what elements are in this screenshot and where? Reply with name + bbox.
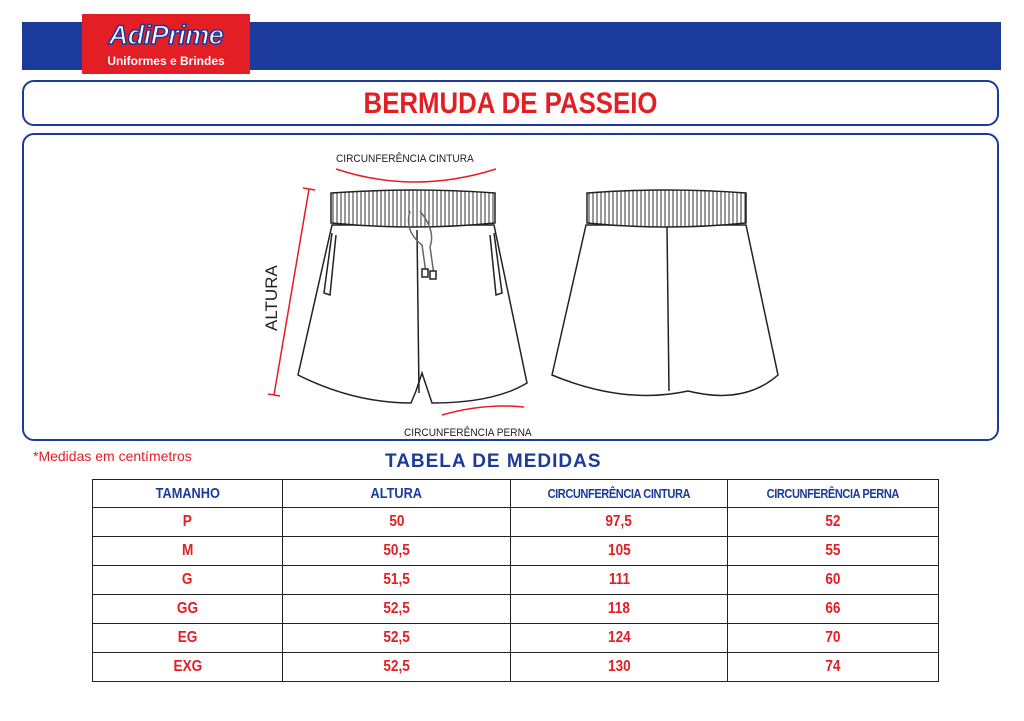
table-row (93, 537, 939, 566)
table-row (93, 653, 939, 682)
shorts-back (552, 190, 778, 395)
header-waist: CIRCUNFERÊNCIA CINTURA (511, 480, 728, 508)
cell-height: 52,5 (283, 595, 511, 624)
header-size: TAMANHO (93, 480, 283, 508)
cell-height: 50,5 (283, 537, 511, 566)
cell-height: 50 (283, 508, 511, 537)
cell-leg: 74 (728, 653, 939, 682)
shorts-front (298, 190, 527, 403)
cell-leg: 60 (728, 566, 939, 595)
shorts-illustration (24, 135, 1001, 443)
size-table-header (93, 480, 939, 508)
cell-size: GG (93, 595, 283, 624)
height-label: ALTURA (262, 265, 281, 331)
brand-logo (82, 14, 250, 74)
cell-waist: 111 (511, 566, 728, 595)
cell-waist: 118 (511, 595, 728, 624)
leg-measure-arc (442, 406, 524, 415)
cell-leg: 52 (728, 508, 939, 537)
cell-height: 52,5 (283, 624, 511, 653)
brand-tagline: Uniformes e Brindes (107, 54, 225, 68)
table-row (93, 595, 939, 624)
size-table-body (93, 508, 939, 682)
table-row (93, 624, 939, 653)
cell-leg: 70 (728, 624, 939, 653)
cell-waist: 97,5 (511, 508, 728, 537)
cell-size: EG (93, 624, 283, 653)
leg-label: CIRCUNFERÊNCIA PERNA (404, 427, 532, 439)
header-leg: CIRCUNFERÊNCIA PERNA (728, 480, 939, 508)
cell-size: G (93, 566, 283, 595)
table-row (93, 566, 939, 595)
cell-waist: 130 (511, 653, 728, 682)
header-height: ALTURA (283, 480, 511, 508)
cell-leg: 55 (728, 537, 939, 566)
units-note: *Medidas em centímetros (33, 448, 192, 464)
waist-measure-arc (336, 169, 496, 182)
page-title: BERMUDA DE PASSEIO (363, 87, 658, 120)
table-title: TABELA DE MEDIDAS (385, 451, 602, 472)
cell-waist: 124 (511, 624, 728, 653)
garment-diagram (22, 133, 999, 441)
cell-waist: 105 (511, 537, 728, 566)
cell-height: 51,5 (283, 566, 511, 595)
cell-size: M (93, 537, 283, 566)
brand-name: AdiPrime (108, 20, 224, 50)
table-row (93, 508, 939, 537)
cell-size: P (93, 508, 283, 537)
cell-size: EXG (93, 653, 283, 682)
waist-label: CIRCUNFERÊNCIA CINTURA (336, 153, 474, 165)
cell-height: 52,5 (283, 653, 511, 682)
title-frame (22, 80, 999, 126)
size-table (92, 479, 939, 682)
cell-leg: 66 (728, 595, 939, 624)
